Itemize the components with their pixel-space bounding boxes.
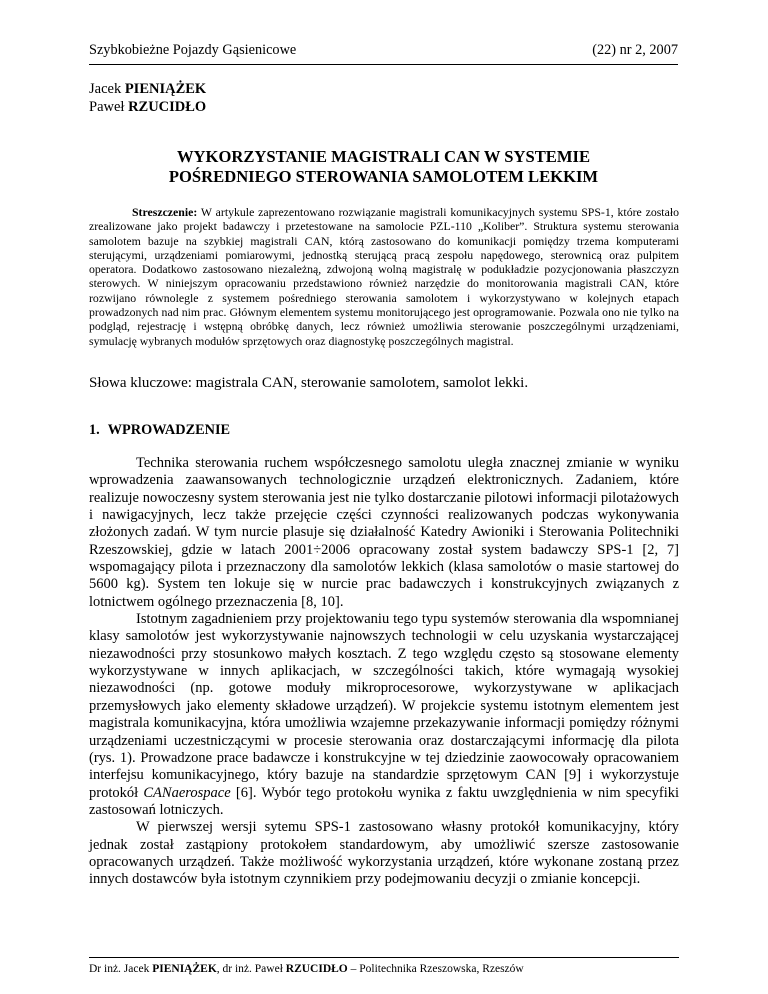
footer-affiliation: – Politechnika Rzeszowska, Rzeszów [350, 963, 524, 975]
keywords [89, 375, 528, 392]
footer-name-1: PIENIĄŻEK [152, 963, 217, 975]
author-2-first-name: Paweł [89, 99, 125, 115]
body-text [89, 455, 679, 889]
running-header [89, 42, 678, 59]
abstract-label: Streszczenie: [132, 205, 198, 219]
paragraph-3: W pierwszej wersji sytemu SPS-1 zastosowano własny protokół komunikacyjny, który jednak został zastąpiony protokołem standardowym, aby umożliwić szersze zastosowanie opracowanych urządzeń. Także możliwość wykorzystania urządzeń, które wykonane zostaną przez innych dostawców była istotnym czynnikiem przy podejmowaniu decyzji o zmianie koncepcji. [89, 819, 679, 888]
keywords-text: magistrala CAN, sterowanie samolotem, samolot lekki. [195, 375, 529, 391]
author-2 [89, 98, 206, 116]
section-heading [89, 422, 238, 439]
paragraph-2 [89, 611, 679, 819]
title-line-2: POŚREDNIEGO STEROWANIA SAMOLOTEM LEKKIM [168, 167, 599, 186]
footer-rule [89, 957, 679, 958]
keywords-label: Słowa kluczowe: [89, 375, 192, 391]
title-line-1: WYKORZYSTANIE MAGISTRALI CAN W SYSTEMIE [176, 147, 591, 166]
footer-prefix-2: , dr inż. Paweł [216, 963, 283, 975]
section-title: WPROWADZENIE [107, 422, 231, 438]
journal-issue: (22) nr 2, 2007 [592, 42, 678, 58]
abstract [89, 205, 679, 348]
paper-title [89, 147, 678, 187]
journal-name: Szybkobieżne Pojazdy Gąsienicowe [89, 42, 297, 58]
author-affiliation-footnote [89, 963, 524, 975]
paragraph-1: Technika sterowania ruchem współczesnego samolotu uległa znacznej zmianie w wyniku wprowadzenia zaawansowanych technologicznie urządzeń elektronicznych. Zadaniem, które realizuje nowoczesny system sterowania jest nie tylko dostarczanie pilotowi informacji pilotażowych i nawigacyjnych, lecz także przejęcie części czynności realizowanych podczas wykonywania złożonych zadań. W tym nurcie plasuje się działalność Katedry Awioniki i Sterowania Politechniki Rzeszowskiej, gdzie w latach 2001÷2006 opracowany został system badawczy SPS-1 [2, 7] wspomagający pilota i przeznaczony dla samolotów lekkich (klasa samolotów o masie startowej do 5600 kg). System ten lokuje się w nurcie prac badawczych i konstrukcyjnych związanych z lotnictwem ogólnego przeznaczenia [8, 10]. [89, 455, 679, 610]
protocol-name: CANaerospace [143, 784, 231, 801]
header-rule [89, 64, 678, 65]
paragraph-2-start: Istotnym zagadnieniem przy projektowaniu tego typu systemów sterowania dla wspomnianej klasy samolotów jest wykorzystywanie najnowszych technologii w celu uzyskania wystarczającej niezawodności przy stosunkowo małych kosztach. Z tego względu często są stosowane elementy wykorzystywane w innych aplikacjach, w szczególności takich, które wymagają wysokiej niezawodności (np. gotowe moduły mikroprocesorowe, wykorzystywane w aplikacjach przemysłowych jako elementy składowe urządzeń). W projekcie systemu istotnym elementem jest magistrala komunikacyjna, która umożliwia wzajemne przekazywanie informacji pomiędzy różnymi urządzeniami uczestniczącymi w procesie sterowania oraz dostarczającymi informację dla pilota (rys. 1). Prowadzone prace badawcze i konstrukcyjne w tej dziedzinie zaowocowały opracowaniem interfejsu komunikacyjnego, który bazuje na standardzie sprzętowym CAN [9] i wykorzystuje protokół [89, 611, 679, 801]
author-1-last-name: PIENIĄŻEK [124, 81, 207, 97]
footer-prefix-1: Dr inż. Jacek [89, 963, 150, 975]
section-number: 1. [89, 422, 100, 438]
author-list [89, 80, 206, 116]
author-1-first-name: Jacek [89, 81, 122, 97]
abstract-text: W artykule zaprezentowano rozwiązanie magistrali komunikacyjnych systemu SPS-1, które zostało zrealizowane jako projekt badawczy i przetestowane na samolocie PZL-110 „Koliber”. Struktura systemu sterowania samolotem bazuje na szybkiej magistrali CAN, którą zastosowano do komunikacji pomiędzy trzema komputerami sterującymi, urządzeniami pomiarowymi, jednostką sterującą pracą zespołu napędowego, sterownicą oraz pulpitem operatora. Dodatkowo zastosowano niezależną, zdwojoną wolną magistralę w podukładzie pozycjonowania płaszczyzn sterowych. W niniejszym opracowaniu przedstawiono również narzędzie do monitorowania magistrali CAN, które rozwijano równolegle z systemem pośredniego sterowania samolotem i wykorzystywano w kolejnych etapach prowadzonych nad nim prac. Głównym elementem systemu monitorującego jest oprogramowanie. Pozwala ono nie tylko na podgląd, rejestrację i wstępną obróbkę danych, lecz również umożliwia sterowanie poszczególnymi urządzeniami, symulację wybranych modułów sprzętowych oraz diagnostykę poszczególnych magistral. [89, 205, 679, 348]
footer-name-2: RZUCIDŁO [285, 963, 348, 975]
author-1 [89, 80, 206, 98]
paragraph-2-end: [6]. Wybór tego protokołu wynika z faktu uwzględnienia w nim specyfiki zastosowań lotniczych. [89, 784, 679, 818]
author-2-last-name: RZUCIDŁO [128, 99, 207, 115]
